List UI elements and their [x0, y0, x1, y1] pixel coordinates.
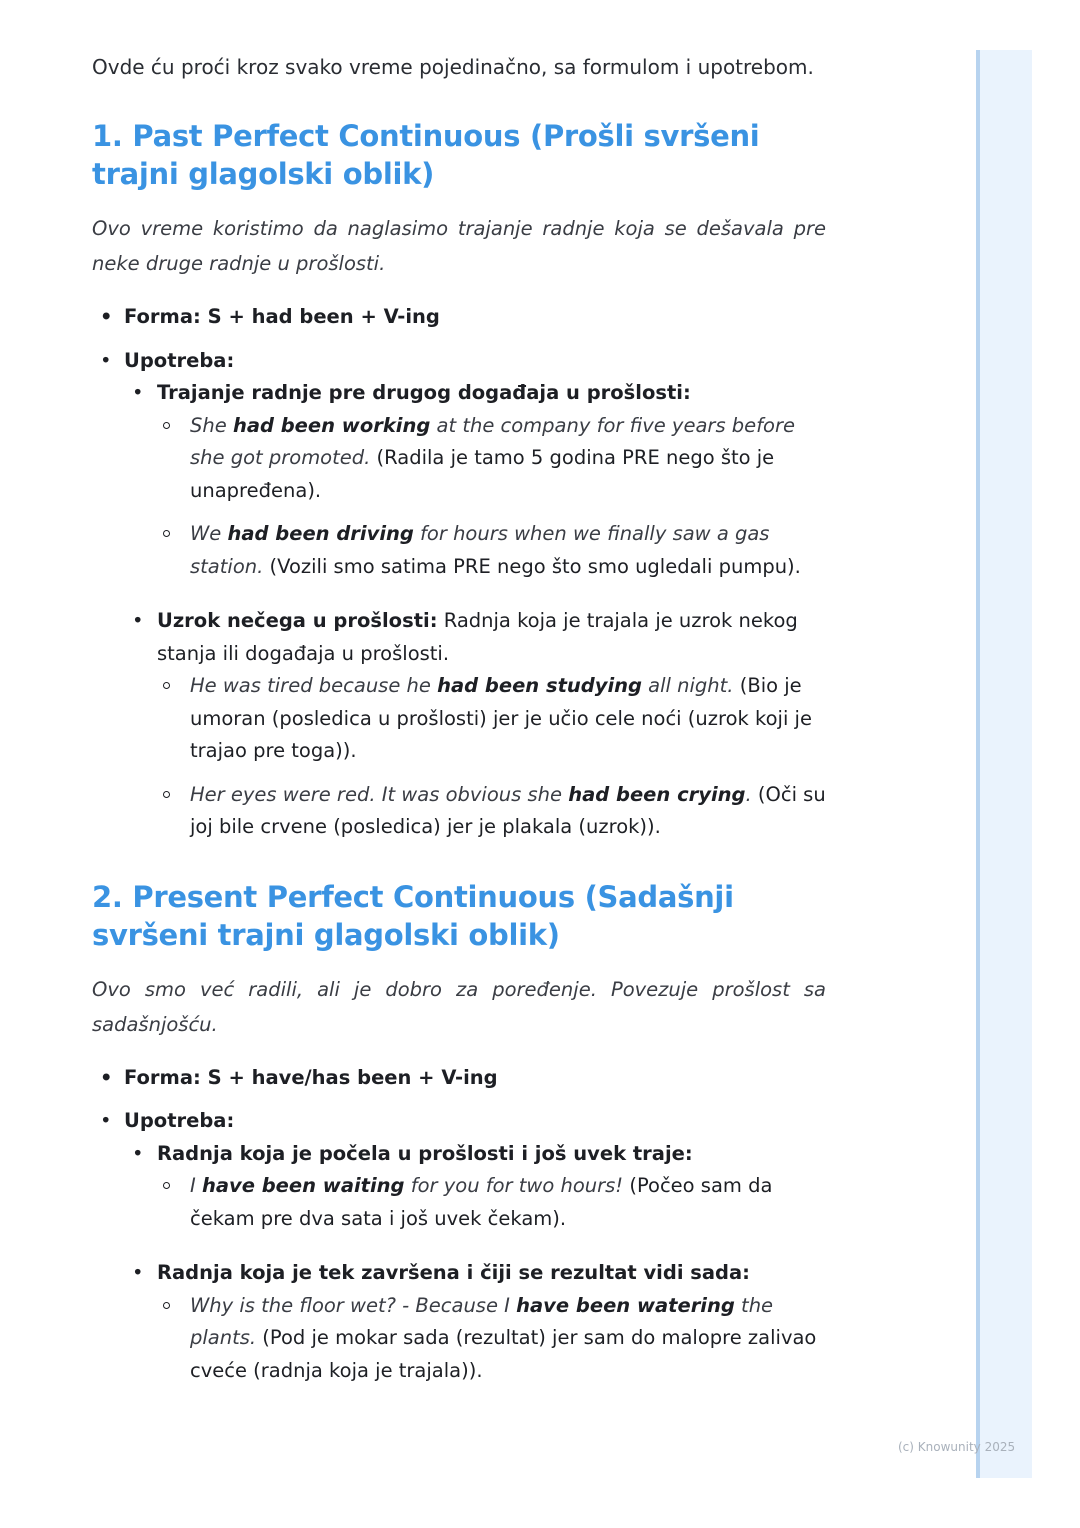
- side-panel: [976, 50, 1032, 1478]
- section-heading: 2. Present Perfect Continuous (Sadašnji svršeni trajni glagolski oblik): [92, 879, 734, 952]
- forma-item: • Forma: S + had been + V-ing: [100, 305, 440, 328]
- section-list: [92, 301, 826, 844]
- use-item: • Trajanje radnje pre drugog događaja u prošlosti: She had been working at the company for five years before she got promoted. (Radila je tamo 5 godina PRE nego što je unapređena). We had been driving for hours when we finally saw a gas station. (Vozili smo satima PRE nego što smo ugledali pumpu).: [124, 377, 826, 583]
- example-item: Why is the floor wet? - Because I have been watering the plants. (Pod je mokar sada (rezultat) jer sam do malopre zalivao cveće (radnja koja je trajala)).: [157, 1290, 826, 1388]
- upotreba-item: • Upotreba: • Trajanje radnje pre drugog događaja u prošlosti: She had been working at the company for five years before she got promoted. (Radila je tamo 5 godina PRE nego što je unapređena). We had been driving for hours when we finally saw a gas station. (Vozili smo satima PRE nego što smo ugledali pumpu). • Uzrok nečega u prošlosti: Radnja koja je trajala je uzrok nekog stanja ili događaja u prošlosti. He was tired because he had been studying all night. (Bio je umoran (posledica u prošlosti) jer je učio cele noći (uzrok koji je trajao pre toga)). Her eyes were red. It was obvious she had been crying. (Oči su joj bile crvene (posledica) jer je plakala (uzrok)).: [92, 345, 826, 844]
- section-description: Ovo smo već radili, ali je dobro za poređenje. Povezuje prošlost sa sadašnjošću.: [92, 977, 826, 1036]
- intro-paragraph: Ovde ću proći kroz svako vreme pojedinačno, sa formulom i upotrebom.: [92, 55, 814, 79]
- upotreba-item: • Upotreba: • Radnja koja je počela u prošlosti i još uvek traje: I have been waiting for you for two hours! (Počeo sam da čekam pre dva sata i još uvek čekam). • Radnja koja je tek završena i čiji se rezultat vidi sada: Why is the floor wet? - Because I have been watering the plants. (Pod je mokar sada (rezultat) jer sam do malopre zalivao cveće (radnja koja je trajala)).: [92, 1105, 826, 1387]
- use-item: • Radnja koja je tek završena i čiji se rezultat vidi sada: Why is the floor wet? - Because I have been watering the plants. (Pod je mokar sada (rezultat) jer sam do malopre zalivao cveće (radnja koja je trajala)).: [124, 1257, 826, 1387]
- section-list: [92, 1062, 826, 1388]
- copyright-footer: (c) Knowunity 2025: [898, 1440, 1016, 1454]
- example-item: I have been waiting for you for two hours! (Počeo sam da čekam pre dva sata i još uvek čekam).: [157, 1170, 826, 1235]
- example-item: Her eyes were red. It was obvious she had been crying. (Oči su joj bile crvene (posledica) jer je plakala (uzrok)).: [157, 779, 826, 844]
- forma-item: • Forma: S + have/has been + V-ing: [100, 1065, 498, 1089]
- use-item: • Radnja koja je počela u prošlosti i još uvek traje: I have been waiting for you for two hours! (Počeo sam da čekam pre dva sata i još uvek čekam).: [124, 1138, 826, 1236]
- example-item: He was tired because he had been studying all night. (Bio je umoran (posledica u prošlosti) jer je učio cele noći (uzrok koji je trajao pre toga)).: [157, 670, 826, 768]
- document-content: [92, 50, 826, 1387]
- section-heading: 1. Past Perfect Continuous (Prošli svršeni trajni glagolski oblik): [92, 119, 760, 191]
- example-item: We had been driving for hours when we finally saw a gas station. (Vozili smo satima PRE nego što smo ugledali pumpu).: [157, 518, 826, 583]
- section-description: Ovo vreme koristimo da naglasimo trajanje radnje koja se dešavala pre neke druge radnje u prošlosti.: [92, 217, 826, 275]
- use-item: • Uzrok nečega u prošlosti: Radnja koja je trajala je uzrok nekog stanja ili događaja u prošlosti. He was tired because he had been studying all night. (Bio je umoran (posledica u prošlosti) jer je učio cele noći (uzrok koji je trajao pre toga)). Her eyes were red. It was obvious she had been crying. (Oči su joj bile crvene (posledica) jer je plakala (uzrok)).: [124, 605, 826, 844]
- example-item: She had been working at the company for five years before she got promoted. (Radila je tamo 5 godina PRE nego što je unapređena).: [157, 410, 826, 508]
